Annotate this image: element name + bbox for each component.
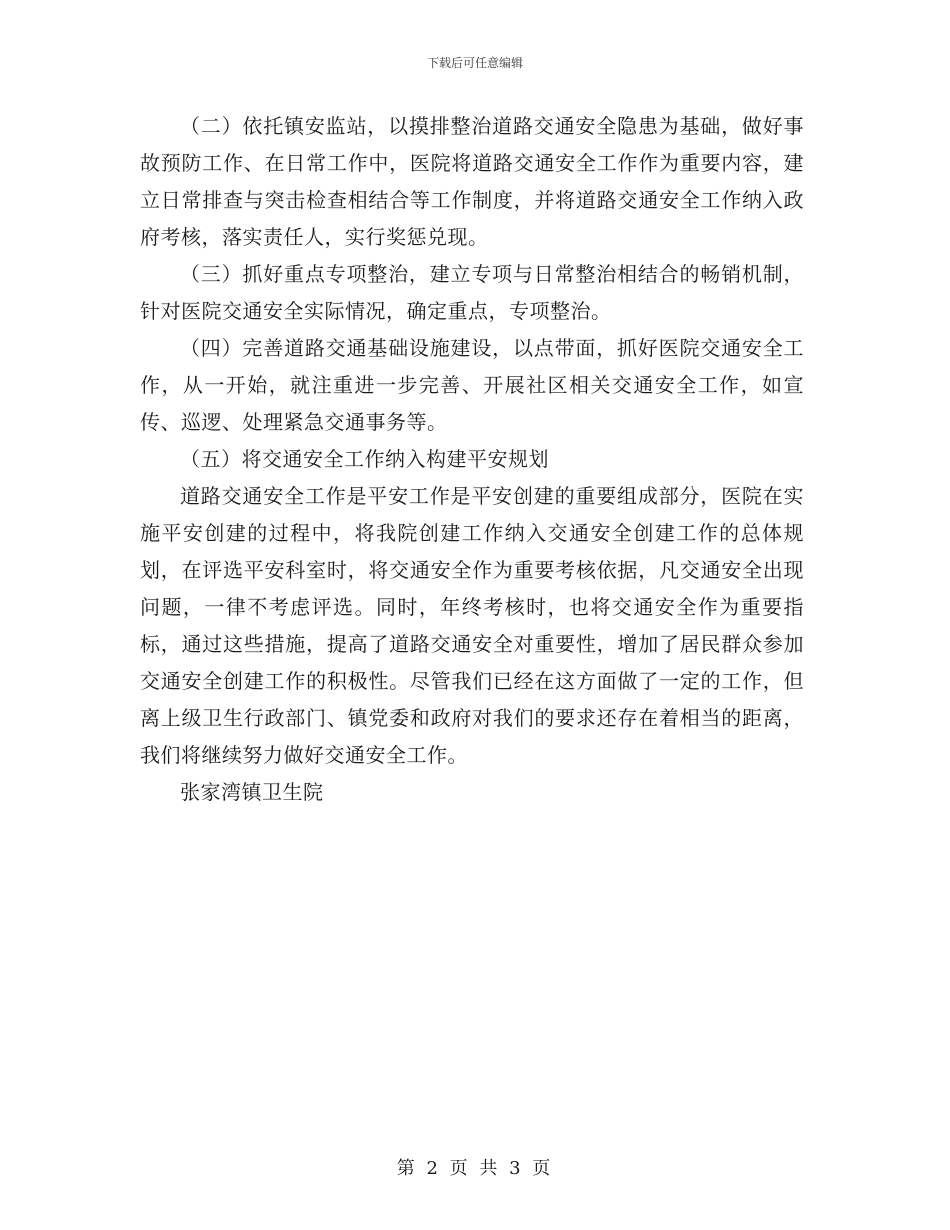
page-number-footer: 第 2 页 共 3 页	[396, 1158, 554, 1179]
paragraph-section-5-heading: （五）将交通安全工作纳入构建平安规划	[180, 447, 549, 471]
paragraph-section-2: （二）依托镇安监站，以摸排整治道路交通安全隐患为基础，做好事故预防工作、在日常工作中，医院将道路交通安全工作作为重要内容，建立日常排查与突击检查相结合等工作制度，并将道路交通安全工作纳入政府考核，落实责任人，实行奖惩兑现。	[140, 114, 804, 249]
signature-organization: 张家湾镇卫生院	[180, 780, 324, 804]
paragraph-section-4: （四）完善道路交通基础设施建设，以点带面，抓好医院交通安全工作，从一开始，就注重进一步完善、开展社区相关交通安全工作，如宣传、巡逻、处理紧急交通事务等。	[140, 336, 804, 434]
paragraph-section-5-body: 道路交通安全工作是平安工作是平安创建的重要组成部分，医院在实施平安创建的过程中，将我院创建工作纳入交通安全创建工作的总体规划，在评选平安科室时，将交通安全作为重要考核依据，凡交通安全出现问题，一律不考虑评选。同时，年终考核时，也将交通安全作为重要指标，通过这些措施，提高了道路交通安全对重要性，增加了居民群众参加交通安全创建工作的积极性。尽管我们已经在这方面做了一定的工作，但离上级卫生行政部门、镇党委和政府对我们的要求还存在着相当的距离，我们将继续努力做好交通安全工作。	[140, 484, 804, 767]
document-body	[140, 108, 804, 811]
paragraph-section-3: （三）抓好重点专项整治，建立专项与日常整治相结合的畅销机制，针对医院交通安全实际情况，确定重点，专项整治。	[140, 262, 804, 323]
page-header: 下载后可任意编辑	[426, 56, 523, 70]
